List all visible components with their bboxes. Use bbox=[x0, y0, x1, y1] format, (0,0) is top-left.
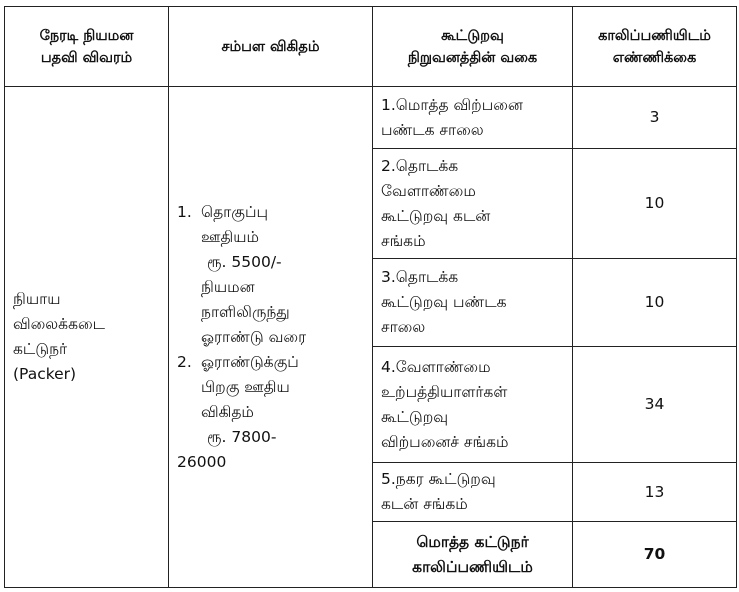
header-vacancies: காலிப்பணியிடம் எண்ணிக்கை bbox=[573, 7, 737, 87]
pay-item-2-number: 2. bbox=[177, 352, 192, 371]
society-type-1: 1.மொத்த விற்பனை பண்டக சாலை bbox=[373, 87, 573, 149]
society-type-4: 4.வேளாண்மை உற்பத்தியாளர்கள் கூட்டுறவு விற்பனைச் சங்கம் bbox=[373, 347, 573, 463]
vacancy-count-3: 10 bbox=[573, 259, 737, 347]
header-pay: சம்பள விகிதம் bbox=[169, 7, 373, 87]
pay-item-1-line-6: ஓராண்டு வரை bbox=[201, 327, 307, 346]
header-post: நேரடி நியமன பதவி விவரம் bbox=[5, 7, 169, 87]
vacancy-count-5: 13 bbox=[573, 463, 737, 522]
pay-scale-list bbox=[177, 200, 364, 475]
pay-item-2-line-2: பிறகு ஊதிய bbox=[201, 377, 290, 396]
pay-item-1-line-5: நாளிலிருந்து bbox=[201, 302, 290, 321]
total-label: மொத்த கட்டுநர் காலிப்பணியிடம் bbox=[373, 522, 573, 588]
pay-item-1-line-3: ரூ. 5500/- bbox=[207, 252, 282, 271]
pay-item-1-line-4: நியமன bbox=[201, 277, 255, 296]
post-name: நியாய விலைக்கடை கட்டுநர் (Packer) bbox=[5, 87, 169, 588]
recruitment-table bbox=[4, 6, 737, 588]
pay-scale bbox=[169, 87, 373, 588]
pay-item-1-line-2: ஊதியம் bbox=[201, 227, 259, 246]
pay-item-1-line-1: தொகுப்பு bbox=[201, 202, 269, 221]
pay-item-2-line-4: ரூ. 7800- bbox=[207, 427, 277, 446]
pay-scale-item-1 bbox=[177, 200, 364, 350]
table-row bbox=[5, 87, 737, 149]
society-type-3: 3.தொடக்க கூட்டுறவு பண்டக சாலை bbox=[373, 259, 573, 347]
society-type-2: 2.தொடக்க வேளாண்மை கூட்டுறவு கடன் சங்கம் bbox=[373, 149, 573, 259]
pay-item-2-line-1: ஓராண்டுக்குப் bbox=[201, 352, 299, 371]
vacancy-count-4: 34 bbox=[573, 347, 737, 463]
vacancy-count-2: 10 bbox=[573, 149, 737, 259]
header-society-type: கூட்டுறவு நிறுவனத்தின் வகை bbox=[373, 7, 573, 87]
header-row bbox=[5, 7, 737, 87]
pay-item-2-line-3: விகிதம் bbox=[201, 402, 254, 421]
pay-item-2-line-5: 26000 bbox=[177, 452, 227, 471]
total-count: 70 bbox=[573, 522, 737, 588]
society-type-5: 5.நகர கூட்டுறவு கடன் சங்கம் bbox=[373, 463, 573, 522]
pay-scale-item-2 bbox=[177, 350, 364, 475]
pay-item-1-number: 1. bbox=[177, 202, 192, 221]
vacancy-count-1: 3 bbox=[573, 87, 737, 149]
